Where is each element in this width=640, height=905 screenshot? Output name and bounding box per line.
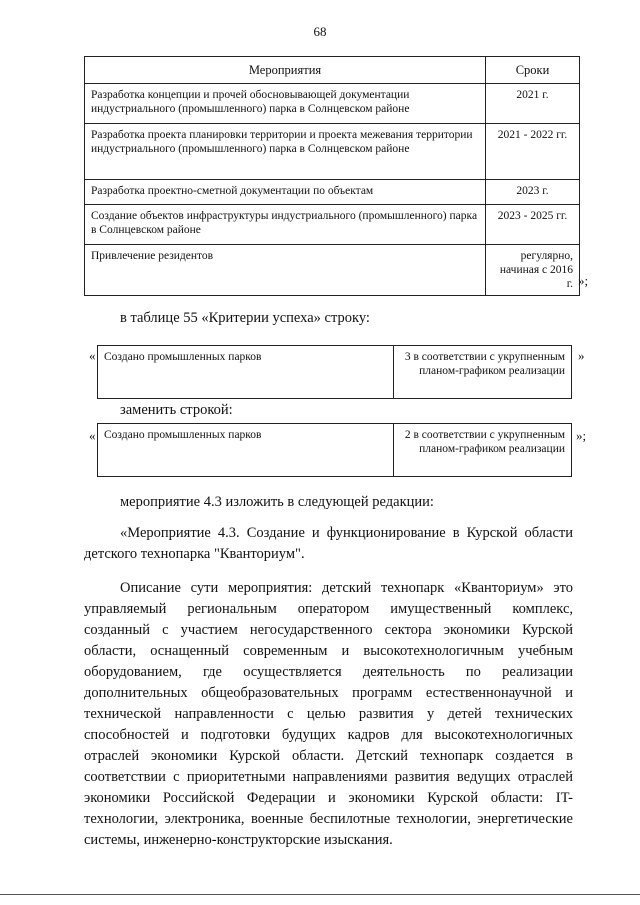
event-cell: Разработка проектно-сметной документации по объектам <box>85 180 486 205</box>
term-cell: 2021 г. <box>486 84 580 124</box>
criterion-label: Создано промышленных парков <box>98 424 394 477</box>
event-cell: Привлечение резидентов <box>85 245 486 296</box>
close-quote: » <box>578 348 585 363</box>
instruction-replace-row: в таблице 55 «Критерии успеха» строку: <box>120 310 370 326</box>
event-cell: Разработка концепции и прочей обосновывающей документации индустриального (промышленного) парка в Солнцевском районе <box>85 84 486 124</box>
header-events: Мероприятия <box>85 57 486 84</box>
header-terms: Сроки <box>486 57 580 84</box>
instruction-replace-with: заменить строкой: <box>120 402 233 418</box>
table-row <box>85 205 580 245</box>
measure-title: «Мероприятие 4.3. Создание и функционирование в Курской области детского технопарка "Кванториум". <box>84 525 573 562</box>
event-cell: Разработка проекта планировки территории и проекта межевания территории индустриального (промышленного) парка в Солнцевском районе <box>85 124 486 180</box>
table-row <box>85 124 580 180</box>
open-quote: « <box>89 348 96 363</box>
page-bottom-rule <box>0 894 640 895</box>
open-quote: « <box>89 428 96 443</box>
event-cell: Создание объектов инфраструктуры индустриального (промышленного) парка в Солнцевском районе <box>85 205 486 245</box>
page-number: 68 <box>313 24 327 39</box>
old-success-row <box>97 345 572 399</box>
table-header-row <box>85 57 580 84</box>
table-row <box>85 180 580 205</box>
close-quote: »; <box>576 428 587 443</box>
term-cell: регулярно, начиная с 2016 г. <box>486 245 580 296</box>
term-cell: 2023 - 2025 гг. <box>486 205 580 245</box>
measure-description: Описание сути мероприятия: детский технопарк «Кванториум» это управляемый региональным оператором имущественный комплекс, созданный с участием негосударственного сектора экономики Курской области, оснащенный современным и высокотехнологичным учебным оборудованием, где осуществляется деятельность по реализации дополнительных общеобразовательных программ естественнонаучной и технической направленности с целью развития у детей технических способностей и подготовки будущих кадров для высокотехнологичных отраслей экономики Курской области. Детский технопарк создается в соответствии с приоритетными направлениями развития ведущих отраслей экономики Российской Федерации и экономики Курской области: IT-технологии, электроника, военные беспилотные технологии, энергетические системы, инженерно-конструкторские изыскания. <box>84 580 573 848</box>
closing-quote: »; <box>578 273 589 288</box>
table-row <box>85 245 580 296</box>
criterion-value: 2 в соответствии с укрупненным планом-графиком реализации <box>394 424 572 477</box>
new-success-row <box>97 423 572 477</box>
events-table <box>84 56 580 296</box>
criterion-value: 3 в соответствии с укрупненным планом-графиком реализации <box>394 346 572 399</box>
term-cell: 2021 - 2022 гг. <box>486 124 580 180</box>
term-cell: 2023 г. <box>486 180 580 205</box>
criterion-label: Создано промышленных парков <box>98 346 394 399</box>
table-row <box>85 84 580 124</box>
instruction-new-edition: мероприятие 4.3 изложить в следующей редакции: <box>120 494 434 510</box>
